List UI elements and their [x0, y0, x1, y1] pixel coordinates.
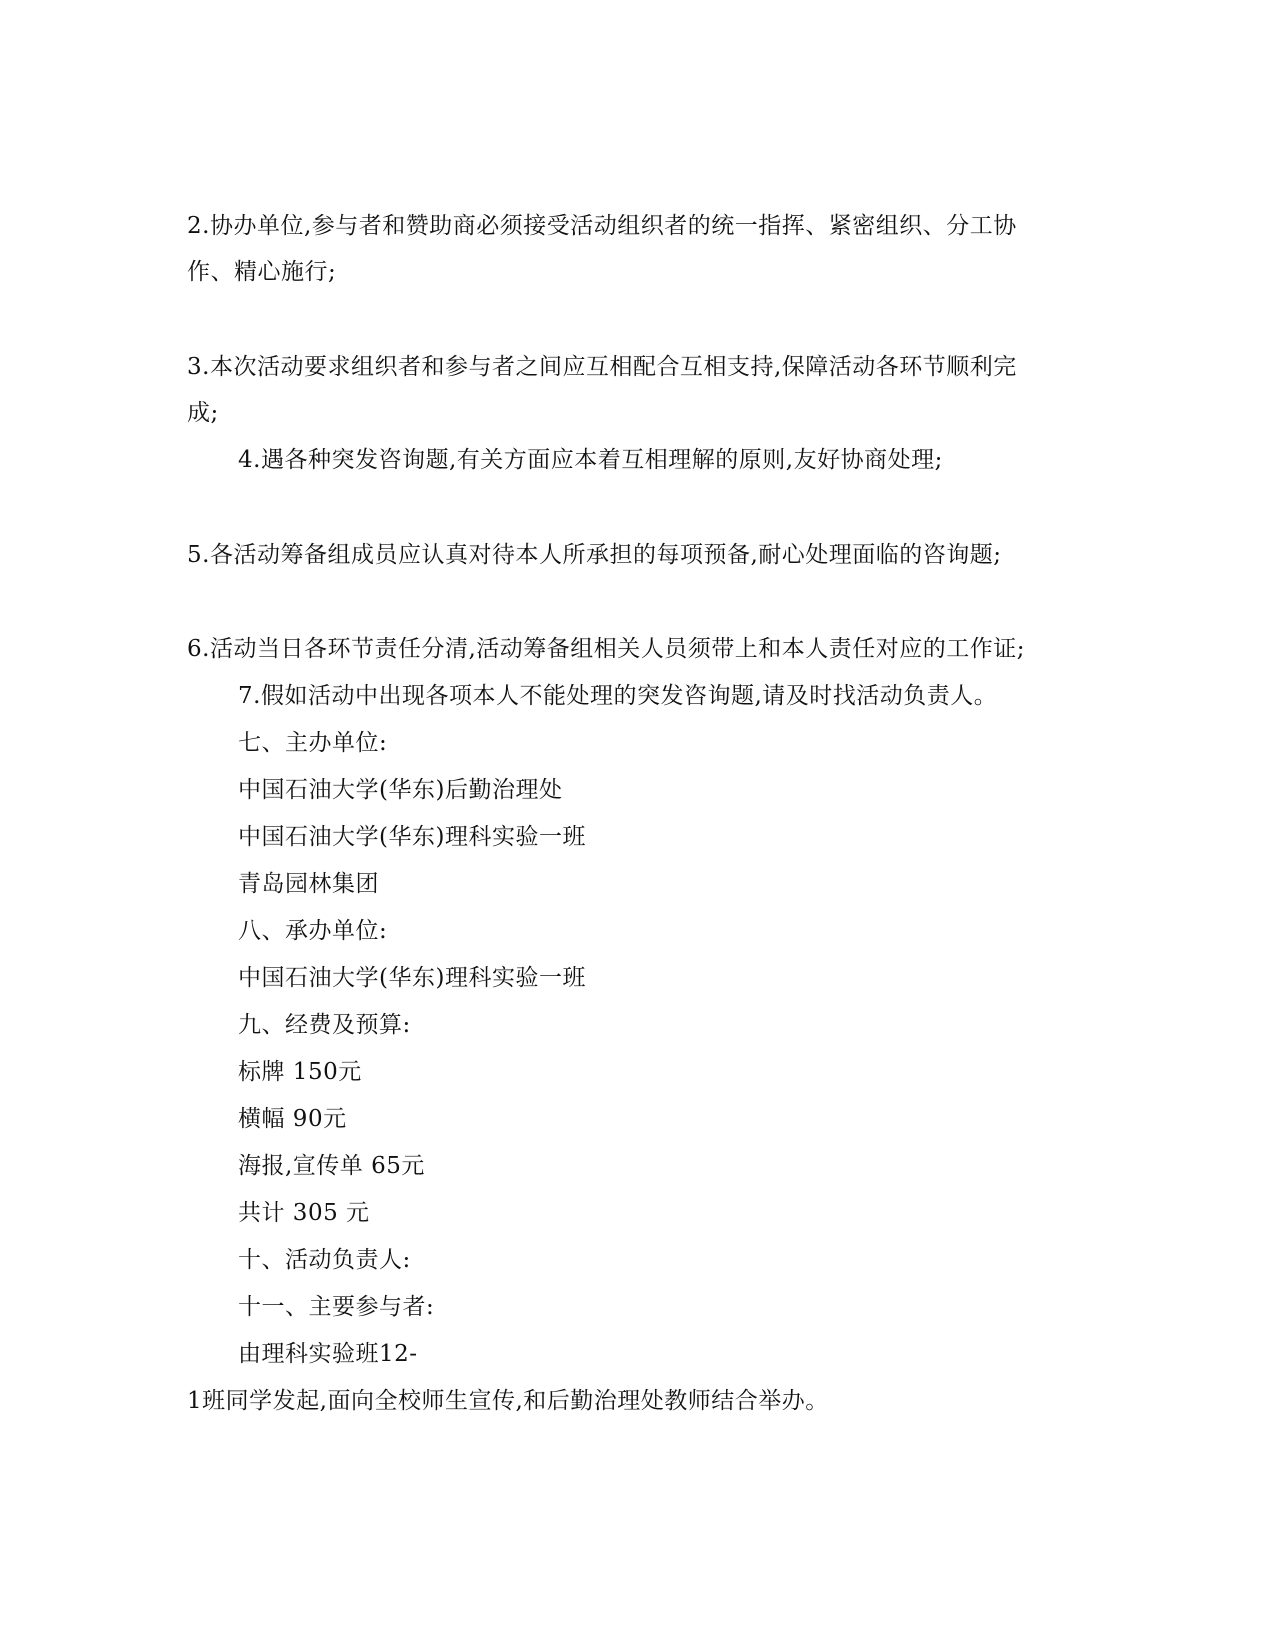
item-3-line-2: 成;	[187, 400, 219, 426]
item-7: 7.假如活动中出现各项本人不能处理的突发咨询题,请及时找活动负责人。	[238, 683, 998, 709]
participants-line-2: 1班同学发起,面向全校师生宣传,和后勤治理处教师结合举办。	[187, 1388, 829, 1414]
leader-heading: 十、活动负责人:	[238, 1247, 411, 1273]
undertaker-unit: 中国石油大学(华东)理科实验一班	[238, 965, 586, 991]
item-6: 6.活动当日各环节责任分清,活动筹备组相关人员须带上和本人责任对应的工作证;	[187, 636, 1026, 662]
item-3-line-1: 3.本次活动要求组织者和参与者之间应互相配合互相支持,保障活动各环节顺利完	[187, 354, 1017, 380]
budget-total: 共计 305 元	[238, 1200, 370, 1226]
item-5: 5.各活动筹备组成员应认真对待本人所承担的每项预备,耐心处理面临的咨询题;	[187, 542, 1002, 568]
item-4: 4.遇各种突发咨询题,有关方面应本着互相理解的原则,友好协商处理;	[238, 447, 943, 473]
participants-heading: 十一、主要参与者:	[238, 1294, 435, 1320]
organizer-unit: 中国石油大学(华东)后勤治理处	[238, 777, 563, 803]
organizer-unit: 中国石油大学(华东)理科实验一班	[238, 824, 586, 850]
item-2-line-1: 2.协办单位,参与者和赞助商必须接受活动组织者的统一指挥、紧密组织、分工协	[187, 213, 1017, 239]
budget-entry: 横幅 90元	[238, 1106, 347, 1132]
participants-line-1: 由理科实验班12-	[238, 1341, 418, 1367]
item-2-line-2: 作、精心施行;	[187, 259, 337, 285]
organizers-heading: 七、主办单位:	[238, 730, 388, 756]
organizer-unit: 青岛园林集团	[238, 871, 379, 897]
budget-heading: 九、经费及预算:	[238, 1012, 411, 1038]
budget-entry: 海报,宣传单 65元	[238, 1153, 425, 1179]
budget-entry: 标牌 150元	[238, 1059, 362, 1085]
undertaker-heading: 八、承办单位:	[238, 918, 388, 944]
